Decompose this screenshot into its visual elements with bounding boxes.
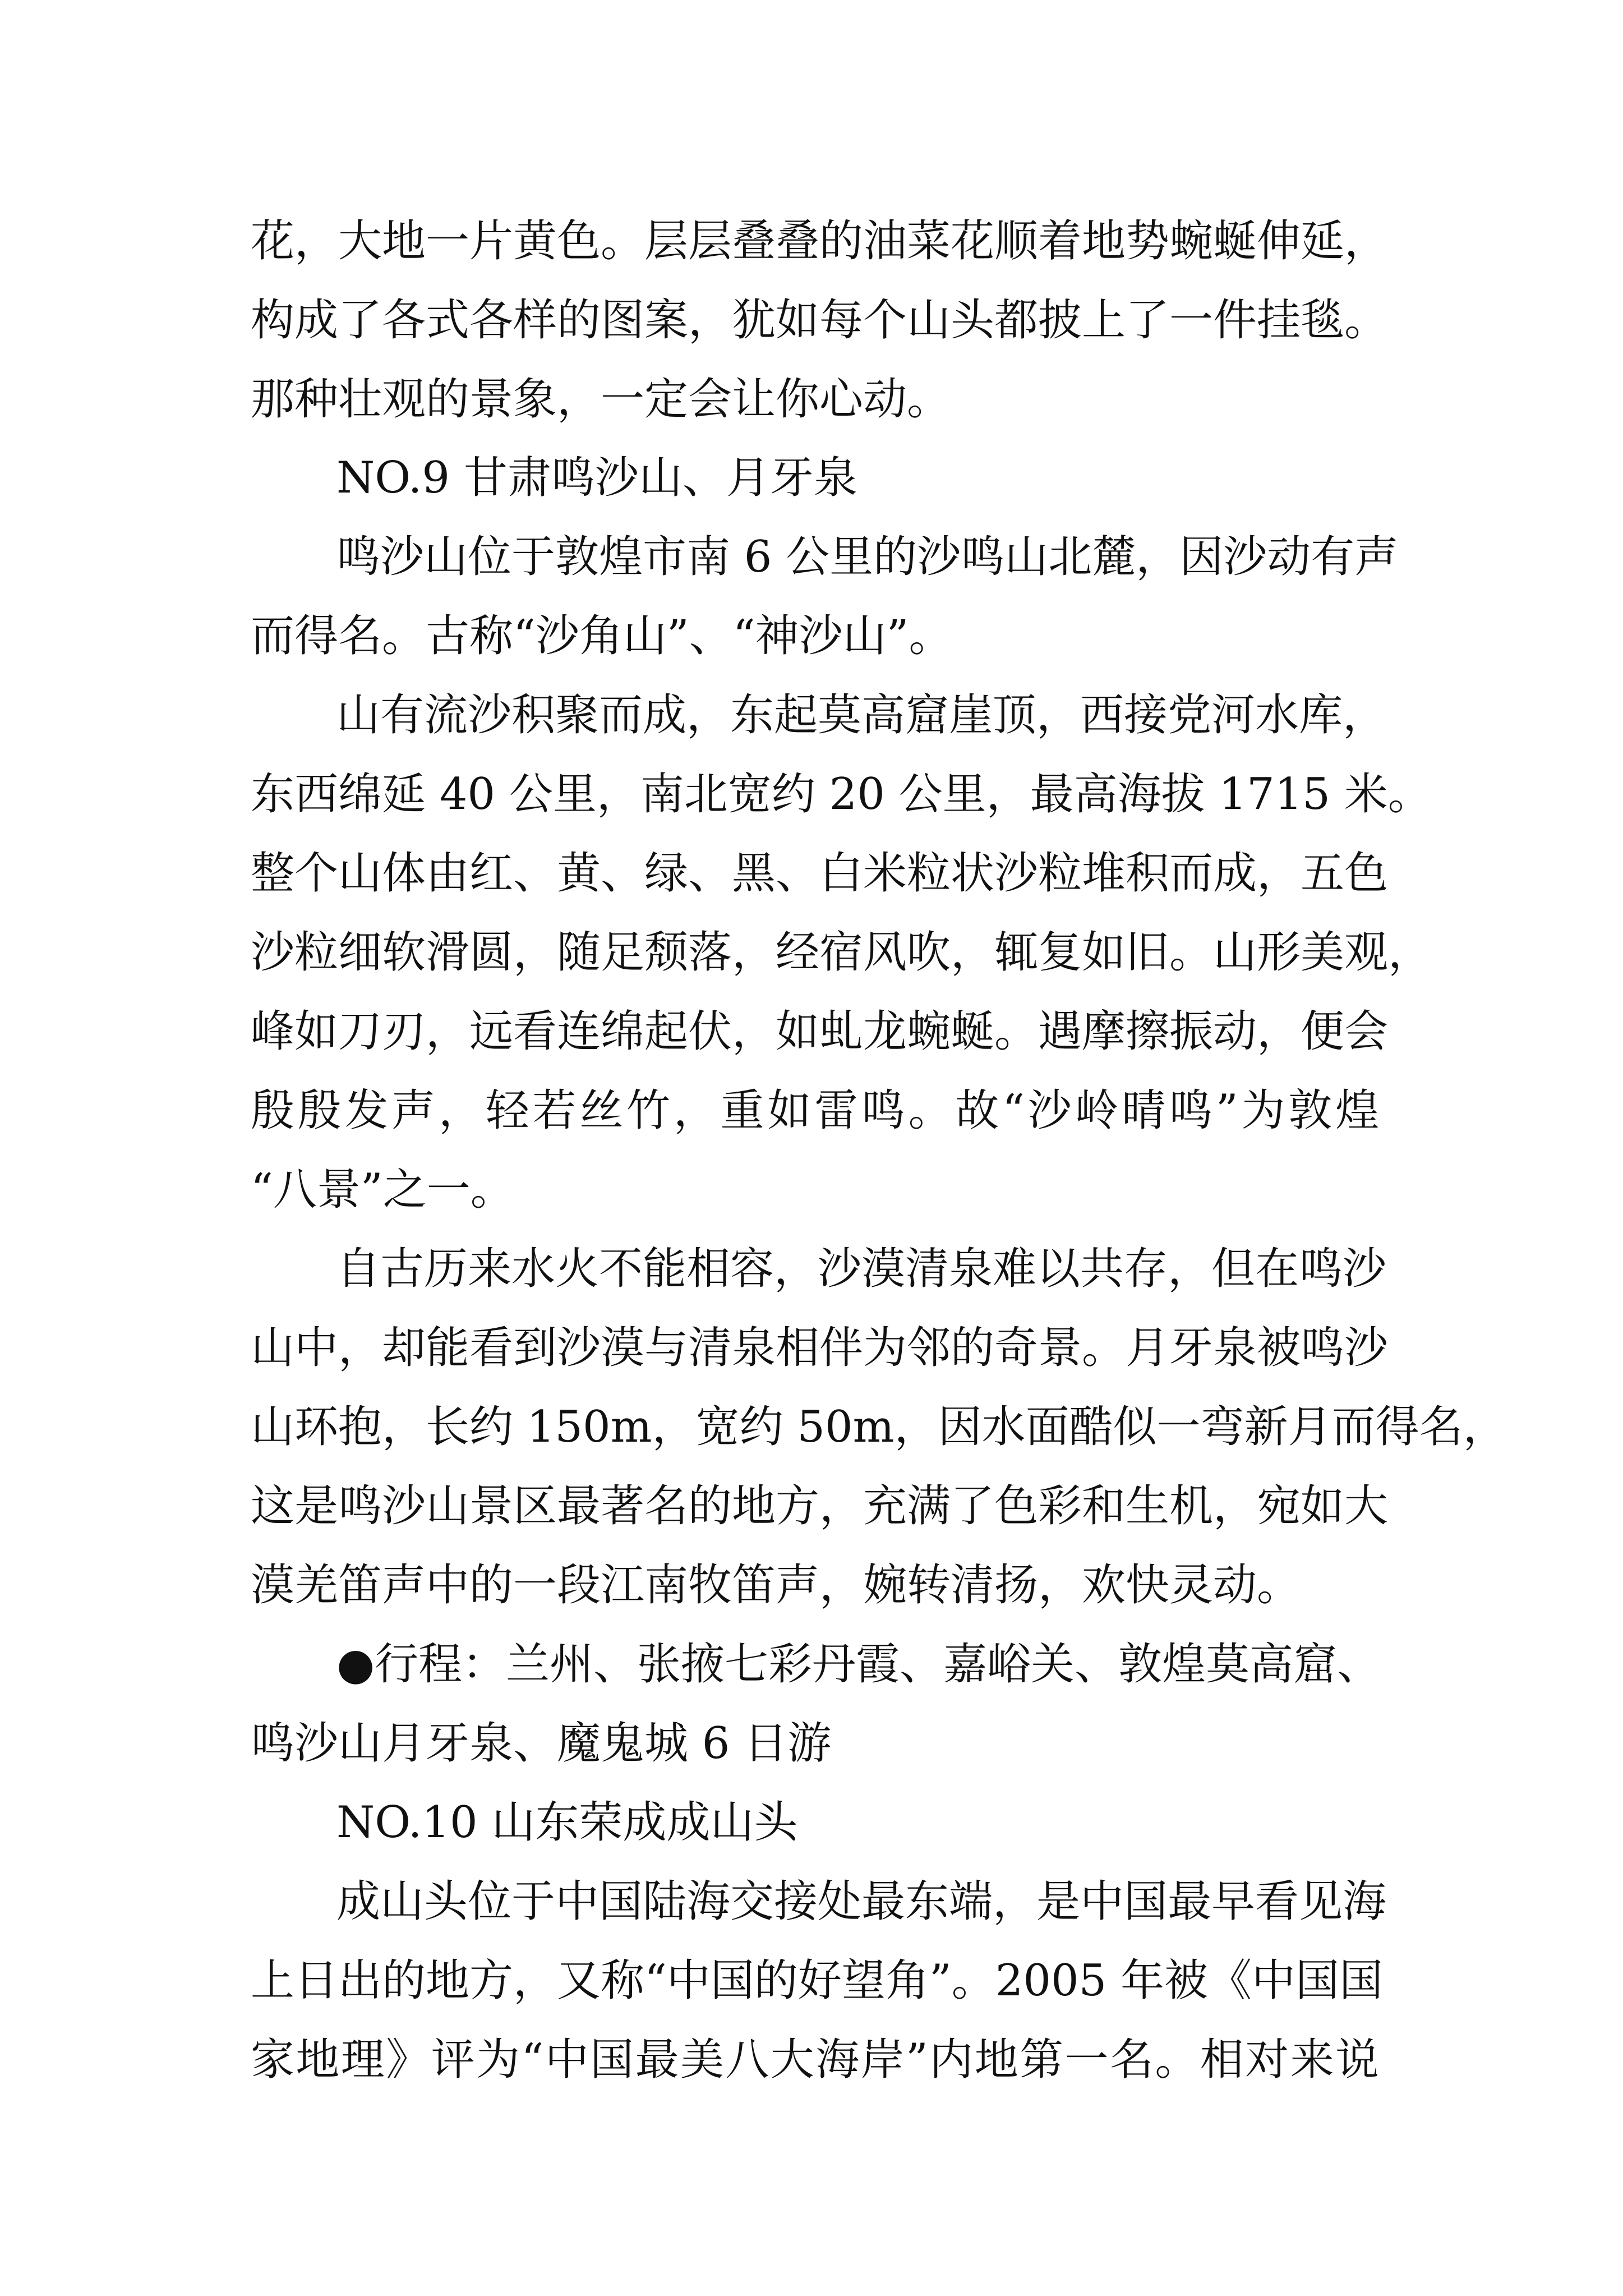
paragraph-line: 成山头位于中国陆海交接处最东端，是中国最早看见海: [336, 1876, 1387, 1927]
paragraph-line: 那种壮观的景象，一定会让你心动。: [251, 374, 951, 425]
paragraph-line: 这是鸣沙山景区最著名的地方，充满了色彩和生机，宛如大: [251, 1481, 1389, 1531]
paragraph-line: 山中，却能看到沙漠与清泉相伴为邻的奇景。月牙泉被鸣沙: [251, 1323, 1389, 1373]
paragraph-line: 沙粒细软滑圆，随足颓落，经宿风吹，辄复如旧。山形美观，: [251, 927, 1432, 978]
paragraph-line: 而得名。古称“沙角山”、“神沙山”。: [251, 611, 953, 661]
section-heading-no10: NO.10 山东荣成成山头: [336, 1797, 798, 1848]
paragraph-line: 家地理》评为“中国最美八大海岸”内地第一名。相对来说: [251, 2035, 1379, 2085]
itinerary-line: 鸣沙山月牙泉、魔鬼城 6 日游: [251, 1718, 832, 1769]
paragraph-line: 上日出的地方，又称“中国的好望角”。2005 年被《中国国: [251, 1955, 1384, 2006]
section-heading-no9: NO.9 甘肃鸣沙山、月牙泉: [336, 453, 857, 503]
paragraph-line: 殷殷发声，轻若丝竹，重如雷鸣。故“沙岭晴鸣”为敦煌: [251, 1085, 1379, 1136]
paragraph-line: 漠羌笛声中的一段江南牧笛声，婉转清扬，欢快灵动。: [251, 1560, 1301, 1611]
paragraph-line: 鸣沙山位于敦煌市南 6 公里的沙鸣山北麓，因沙动有声: [336, 532, 1399, 582]
paragraph-line: 山有流沙积聚而成，东起莫高窟崖顶，西接党河水库，: [336, 690, 1387, 740]
paragraph-line: 山环抱，长约 150m，宽约 50m，因水面酷似一弯新月而得名，: [251, 1402, 1507, 1452]
paragraph-line: 构成了各式各样的图案，犹如每个山头都披上了一件挂毯。: [251, 295, 1389, 346]
paragraph-line: “八景”之一。: [251, 1165, 514, 1215]
itinerary-line: ●行程：兰州、张掖七彩丹霞、嘉峪关、敦煌莫高窟、: [336, 1639, 1381, 1690]
paragraph-line: 整个山体由红、黄、绿、黑、白米粒状沙粒堆积而成，五色: [251, 848, 1389, 899]
paragraph-line: 花，大地一片黄色。层层叠叠的油菜花顺着地势蜿蜒伸延，: [251, 216, 1389, 266]
paragraph-line: 东西绵延 40 公里，南北宽约 20 公里，最高海拔 1715 米。: [251, 769, 1432, 820]
paragraph-line: 自古历来水火不能相容，沙漠清泉难以共存，但在鸣沙: [336, 1244, 1387, 1294]
paragraph-line: 峰如刀刃，远看连绵起伏，如虬龙蜿蜒。遇摩擦振动，便会: [251, 1006, 1389, 1057]
